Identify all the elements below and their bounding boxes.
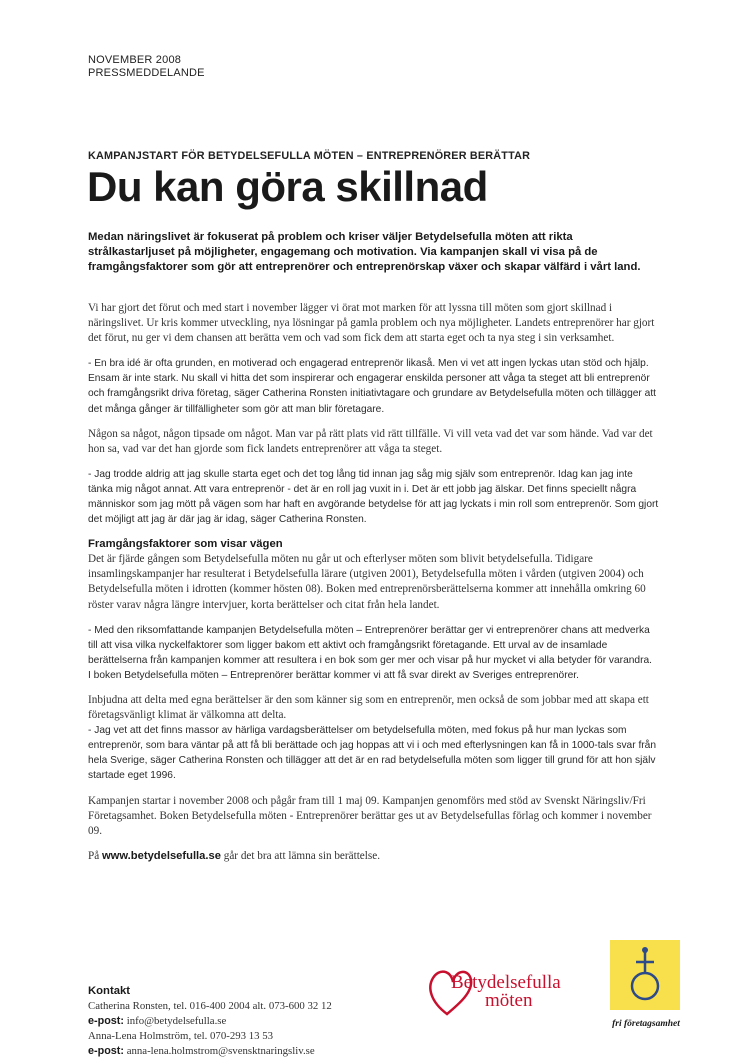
link-prefix: På	[88, 849, 102, 862]
page-title: Du kan göra skillnad	[87, 163, 488, 210]
contact-2-email[interactable]: anna-lena.holmstrom@svensktnaringsliv.se	[124, 1045, 315, 1057]
fri-foretagsamhet-logo	[606, 940, 686, 1030]
lead-paragraph: Medan näringslivet är fokuserat på problem och kriser väljer Betydelsefulla möten att rikta strålkastarljuset på möjligheter, engagemang och motivation. Via kampanjen skall vi visa på de framgångsfaktorer som gör att entreprenörer och entreprenörskap växer och skapar välfärd i vårt land.	[88, 231, 641, 273]
contact-block	[88, 984, 448, 1059]
release-date: NOVEMBER 2008	[88, 54, 182, 66]
paragraph-10	[88, 849, 660, 864]
website-link[interactable]: www.betydelsefulla.se	[101, 849, 221, 862]
body-text	[88, 301, 660, 874]
paragraph-6b: I boken Betydelsefulla möten – Entreprenörer berättar kommer vi att få svar direkt av Sveriges entreprenörer.	[88, 669, 579, 681]
paragraph-1: Vi har gjort det förut och med start i november lägger vi örat mot marken för att lyssna till möten som gjort skillnad i näringslivet. Ur kris kommer utveckling, nya lösningar på gamla problem och nya möjligheter. Landets entreprenörer har gjort det förut, nu ger vi dem chansen att berätta vem och vad som fick dem att starta eget och ta nya steg i sin verksamhet.	[88, 302, 655, 345]
logo-line-2: möten	[485, 990, 533, 1011]
contact-2-email-line	[88, 1044, 448, 1059]
paragraph-9: Kampanjen startar i november 2008 och pågår fram till 1 maj 09. Kampanjen genomförs med stöd av Svenskt Näringsliv/Fri Företagsamhet. Boken Betydelsefulla möten - Entreprenörer berättar ges ut av Betydelsefullas förlag och kommer i november 09.	[88, 794, 652, 837]
email-label: e-post:	[88, 1045, 124, 1057]
release-type: PRESSMEDDELANDE	[88, 67, 205, 79]
paragraph-7: Inbjudna att delta med egna berättelser är den som känner sig som en entreprenör, men också de som jobbar med att skapa ett företagsvänligt klimat är välkomna att delta.	[88, 693, 649, 722]
betydelsefulla-logo	[425, 962, 585, 1018]
paragraph-5: Det är fjärde gången som Betydelsefulla möten nu går ut och efterlyser möten som blivit betydelsefulla. Tidigare insamlingskampanjer har resulterat i Betydelsefulla lärare (utgiven 2001), Betydelsefulla möten i vården (utgiven 2004) och Betydelsefulla möten i idrotten (kommer hösten 08). Boken med entreprenörsberättelserna kommer att innehålla omkring 60 röster varav några längre intervjuer, korta berättelser och citat från hela landet.	[88, 553, 646, 611]
logo-line-1: Betydelsefulla	[451, 972, 561, 993]
contact-1-name: Catherina Ronsten, tel. 016-400 2004 alt. 073-600 32 12	[88, 1000, 332, 1012]
press-release-page	[87, 54, 660, 1057]
logo-caption: fri företagsamhet	[612, 1019, 680, 1029]
contact-2-name: Anna-Lena Holmström, tel. 070-293 13 53	[88, 1030, 274, 1042]
paragraph-2: - En bra idé är ofta grunden, en motiverad och engagerad entreprenör likaså. Men vi vet att ingen lyckas utan stöd och hjälp. Ensam är inte stark. Nu skall vi hitta det som inspirerar och engagerar enskilda personer att våga ta steget att bli entreprenör och framgångsrikt driva företag, säger Catherina Ronsten initiativtagare och grundare av Betydelsefulla möten och tillägger att det många gånger är tillfälligheter som gör att man blir företagare.	[88, 358, 656, 415]
paragraph-6: - Med den riksomfattande kampanjen Betydelsefulla möten – Entreprenörer berättar ger vi entreprenörer chans att medverka till att visa vilka nyckelfaktorer som ligger bakom ett aktivt och framgångsrikt företagande. Ett urval av de insamlade berättelserna från kampanjen kommer att resultera i en bok som ger mer och visar på hur mycket vi alla betyder för varandra.	[88, 624, 652, 666]
kicker-heading: KAMPANJSTART FÖR BETYDELSEFULLA MÖTEN – ENTREPRENÖRER BERÄTTAR	[88, 150, 531, 162]
paragraph-8: - Jag vet att det finns massor av härliga vardagsberättelser om betydelsefulla möten, med fokus på hur man lyckas som entreprenör, som bara väntar på att få bli berättade och jag hoppas att vi i och med efterlysningen kan få in 1000-tals svar från hela Sverige, säger Catherina Ronsten och tillägger att det är en rad betydelsefulla möten som ligger till grund för att hon själv startade eget 1996.	[88, 725, 657, 782]
logo-top-dot	[642, 947, 648, 953]
contact-1-email[interactable]: info@betydelsefulla.se	[124, 1015, 227, 1027]
link-suffix: går det bra att lämna sin berättelse.	[220, 849, 380, 862]
email-label: e-post:	[88, 1015, 124, 1027]
section-heading: Framgångsfaktorer som visar vägen	[88, 538, 283, 551]
paragraph-3: Någon sa något, någon tipsade om något. Man var på rätt plats vid rätt tillfälle. Vi vill veta vad det var som hände. Vad var det hon sa, vad var det han gjorde som fick landets entreprenörer att våga ta steget.	[88, 427, 653, 455]
paragraph-4: - Jag trodde aldrig att jag skulle starta eget och det tog lång tid innan jag såg mig själv som entreprenör. Idag kan jag inte tänka mig något annat. Att vara entreprenör - det är en roll jag vuxit in i. Det är ett jobb jag älskar. Det finns speciellt några människor som jag mött på vägen som har haft en avgörande betydelse för att jag lyckats i min roll som entreprenör. Som gjort det möjligt att jag är där jag är idag, säger Catherina Ronsten.	[88, 468, 659, 526]
contact-1-email-line	[88, 1014, 448, 1029]
contact-title: Kontakt	[88, 985, 131, 997]
